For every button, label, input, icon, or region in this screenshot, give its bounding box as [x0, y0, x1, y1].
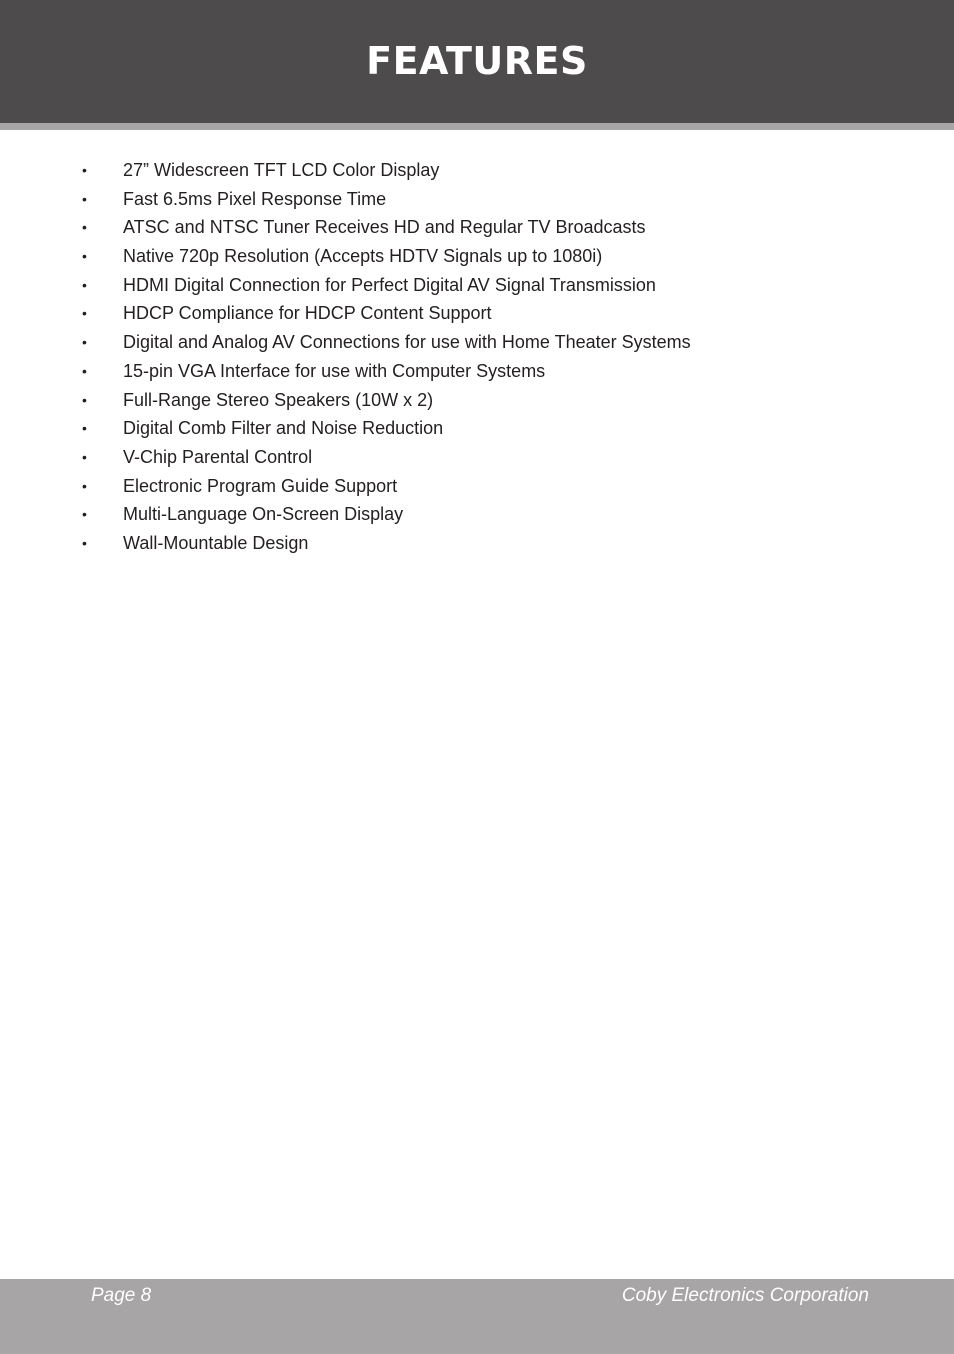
company-name: Coby Electronics Corporation — [621, 1285, 869, 1306]
bullet-icon: • — [82, 190, 87, 207]
bullet-icon: • — [82, 534, 87, 551]
bullet-icon: • — [82, 334, 87, 351]
feature-text: Fast 6.5ms Pixel Response Time — [123, 188, 387, 209]
feature-text: HDMI Digital Connection for Perfect Digital AV Signal Transmission — [123, 274, 656, 295]
bullet-icon: • — [82, 276, 87, 293]
feature-text: Wall-Mountable Design — [123, 532, 309, 553]
feature-text: Digital Comb Filter and Noise Reduction — [123, 418, 444, 439]
feature-text: Native 720p Resolution (Accepts HDTV Signals up to 1080i) — [123, 246, 603, 267]
bullet-icon: • — [82, 219, 87, 236]
feature-text: Multi-Language On-Screen Display — [123, 504, 404, 525]
bullet-icon: • — [82, 248, 87, 265]
feature-text: HDCP Compliance for HDCP Content Support — [123, 303, 492, 324]
bullet-icon: • — [82, 420, 87, 437]
feature-text: Full-Range Stereo Speakers (10W x 2) — [123, 389, 434, 410]
feature-text: Electronic Program Guide Support — [123, 475, 398, 496]
bullet-icon: • — [82, 162, 87, 178]
feature-text: 27” Widescreen TFT LCD Color Display — [123, 160, 440, 180]
feature-text: V-Chip Parental Control — [123, 446, 313, 467]
page-number: Page 8 — [91, 1285, 152, 1306]
bullet-icon: • — [82, 391, 87, 408]
bullet-icon: • — [82, 305, 87, 322]
bullet-icon: • — [82, 448, 87, 465]
bullet-icon: • — [82, 506, 87, 523]
feature-text: Digital and Analog AV Connections for use with Home Theater Systems — [123, 332, 691, 353]
header-divider — [0, 123, 954, 130]
feature-text: 15-pin VGA Interface for use with Computer Systems — [123, 360, 546, 381]
feature-text: ATSC and NTSC Tuner Receives HD and Regular TV Broadcasts — [123, 217, 646, 238]
bullet-icon: • — [82, 362, 87, 379]
bullet-icon: • — [82, 477, 87, 494]
page-title: FEATURES — [366, 39, 588, 83]
